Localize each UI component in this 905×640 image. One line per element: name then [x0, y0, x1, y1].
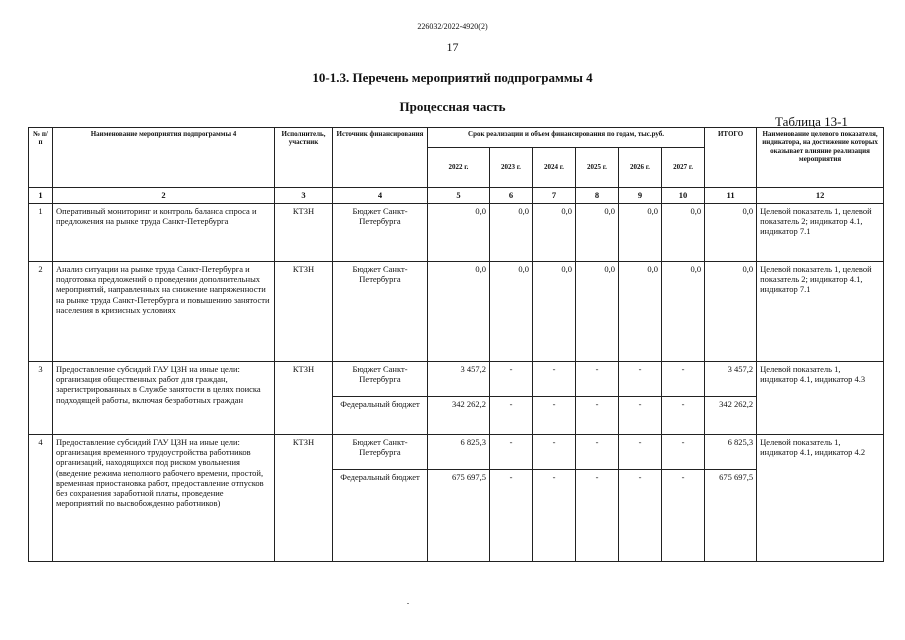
indicator-cell: Целевой показатель 1, индикатор 4.1, индикатор 4.2 — [757, 434, 884, 561]
total-cell: 3 457,2 — [705, 362, 757, 397]
col-header-num: № п/п — [29, 128, 53, 188]
col-header-year: 2022 г. — [428, 148, 490, 188]
executor-cell: КТЗН — [275, 203, 333, 261]
value-cell: 0,0 — [533, 203, 576, 261]
value-cell: 0,0 — [428, 203, 490, 261]
source-cell: Бюджет Санкт-Петербурга — [333, 362, 428, 397]
measure-name: Предоставление субсидий ГАУ ЦЗН на иные цели: организация общественных работ для граждан, зарегистрированных в Службе занятости в целях поиска подходящей работы, включая безработных граждан — [53, 362, 275, 435]
value-cell: - — [619, 470, 662, 562]
column-number: 1 — [29, 188, 53, 204]
scan-speck — [407, 603, 409, 604]
col-header-year: 2026 г. — [619, 148, 662, 188]
value-cell: - — [619, 434, 662, 469]
value-cell: 342 262,2 — [428, 397, 490, 434]
value-cell: - — [662, 362, 705, 397]
value-cell: 0,0 — [533, 262, 576, 362]
col-header-period: Срок реализации и объем финансирования по годам, тыс.руб. — [428, 128, 705, 148]
value-cell: - — [619, 362, 662, 397]
value-cell: 675 697,5 — [428, 470, 490, 562]
source-cell: Бюджет Санкт-Петербурга — [333, 434, 428, 469]
document-number: 226032/2022-4920(2) — [417, 22, 488, 31]
col-header-year: 2027 г. — [662, 148, 705, 188]
value-cell: - — [490, 397, 533, 434]
indicator-cell: Целевой показатель 1, индикатор 4.1, индикатор 4.3 — [757, 362, 884, 435]
measure-name: Предоставление субсидий ГАУ ЦЗН на иные цели: организация временного трудоустройства работников организаций, находящихся под риском увольнения (введение режима неполного рабочего времени, простой, временная приостановка работ, предоставление отпусков без сохранения заработной платы, проведение мероприятий по высвобожденно работников) — [53, 434, 275, 561]
value-cell: 0,0 — [428, 262, 490, 362]
table-row — [29, 362, 884, 397]
value-cell: 0,0 — [662, 203, 705, 261]
page-subtitle: Процессная часть — [399, 99, 506, 114]
col-header-name: Наименование мероприятия подпрограммы 4 — [53, 128, 275, 188]
row-number: 4 — [29, 434, 53, 561]
row-number: 1 — [29, 203, 53, 261]
value-cell: - — [576, 470, 619, 562]
executor-cell: КТЗН — [275, 362, 333, 435]
value-cell: - — [662, 434, 705, 469]
value-cell: 0,0 — [576, 203, 619, 261]
total-cell: 675 697,5 — [705, 470, 757, 562]
value-cell: 0,0 — [490, 262, 533, 362]
column-number: 5 — [428, 188, 490, 204]
indicator-cell: Целевой показатель 1, целевой показатель 2; индикатор 4.1, индикатор 7.1 — [757, 262, 884, 362]
column-number: 12 — [757, 188, 884, 204]
value-cell: 6 825,3 — [428, 434, 490, 469]
table-row — [29, 262, 884, 362]
value-cell: - — [576, 397, 619, 434]
measure-name: Анализ ситуации на рынке труда Санкт-Петербурга и подготовка предложений о проведении дополнительных мероприятий, направленных на снижение напряженности на рынке труда Санкт-Петербурга и повышению занятости населения в кризисных условиях — [53, 262, 275, 362]
value-cell: - — [533, 397, 576, 434]
col-header-year: 2025 г. — [576, 148, 619, 188]
column-number: 9 — [619, 188, 662, 204]
table-row — [29, 434, 884, 469]
row-number: 3 — [29, 362, 53, 435]
row-number: 2 — [29, 262, 53, 362]
value-cell: - — [662, 470, 705, 562]
column-number: 2 — [53, 188, 275, 204]
source-cell: Федеральный бюджет — [333, 470, 428, 562]
source-cell: Бюджет Санкт-Петербурга — [333, 203, 428, 261]
col-header-year: 2024 г. — [533, 148, 576, 188]
executor-cell: КТЗН — [275, 262, 333, 362]
col-header-indicator: Наименование целевого показателя, индикатора, на достижение которых оказывает влияние реализация мероприятия — [757, 128, 884, 188]
total-cell: 0,0 — [705, 203, 757, 261]
value-cell: - — [533, 470, 576, 562]
column-number: 8 — [576, 188, 619, 204]
measures-table — [28, 127, 884, 562]
value-cell: 0,0 — [619, 262, 662, 362]
executor-cell: КТЗН — [275, 434, 333, 561]
column-number: 7 — [533, 188, 576, 204]
value-cell: - — [490, 470, 533, 562]
source-cell: Бюджет Санкт-Петербурга — [333, 262, 428, 362]
value-cell: - — [576, 434, 619, 469]
value-cell: 3 457,2 — [428, 362, 490, 397]
value-cell: - — [533, 362, 576, 397]
value-cell: - — [619, 397, 662, 434]
value-cell: - — [490, 362, 533, 397]
table-label: Таблица 13-1 — [775, 114, 848, 129]
total-cell: 0,0 — [705, 262, 757, 362]
page-title: 10-1.3. Перечень мероприятий подпрограммы 4 — [312, 70, 593, 85]
col-header-year: 2023 г. — [490, 148, 533, 188]
column-number: 4 — [333, 188, 428, 204]
column-number: 3 — [275, 188, 333, 204]
col-header-total: ИТОГО — [705, 128, 757, 188]
col-header-executor: Исполнитель, участник — [275, 128, 333, 188]
value-cell: 0,0 — [490, 203, 533, 261]
value-cell: - — [533, 434, 576, 469]
source-cell: Федеральный бюджет — [333, 397, 428, 434]
indicator-cell: Целевой показатель 1, целевой показатель 2; индикатор 4.1, индикатор 7.1 — [757, 203, 884, 261]
value-cell: - — [576, 362, 619, 397]
value-cell: 0,0 — [662, 262, 705, 362]
value-cell: - — [490, 434, 533, 469]
total-cell: 6 825,3 — [705, 434, 757, 469]
column-number: 6 — [490, 188, 533, 204]
value-cell: 0,0 — [576, 262, 619, 362]
value-cell: - — [662, 397, 705, 434]
measure-name: Оперативный мониторинг и контроль баланса спроса и предложения на рынке труда Санкт-Петербурга — [53, 203, 275, 261]
column-number: 10 — [662, 188, 705, 204]
value-cell: 0,0 — [619, 203, 662, 261]
table-row — [29, 203, 884, 261]
total-cell: 342 262,2 — [705, 397, 757, 434]
column-number: 11 — [705, 188, 757, 204]
page-number: 17 — [446, 40, 459, 54]
col-header-source: Источник финансирования — [333, 128, 428, 188]
